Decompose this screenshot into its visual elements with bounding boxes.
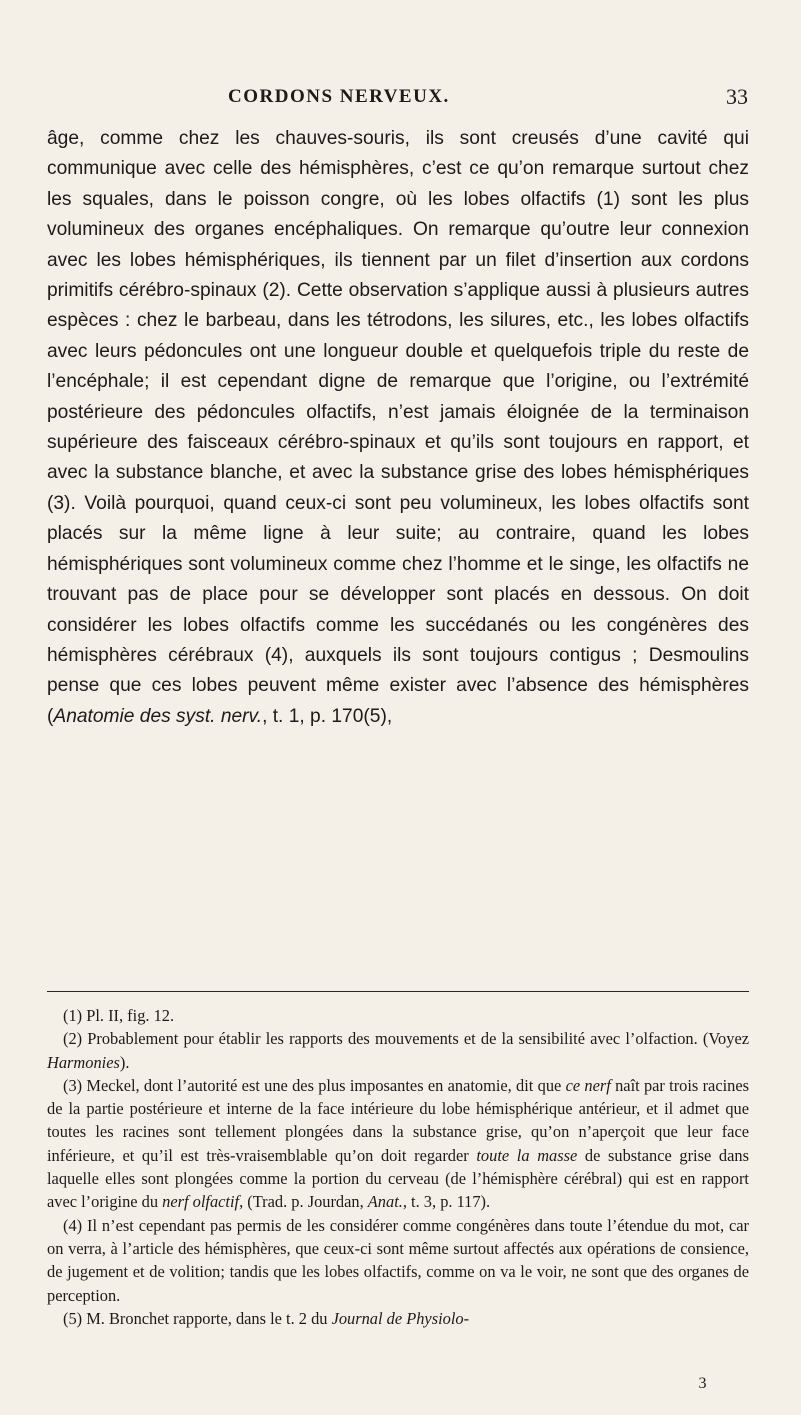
paragraph-text: âge, comme chez les chauves-souris, ils sont creusés d’une cavité qui communique avec celle des hémisphères, c’est ce qu’on remarque surtout chez les squales, dans le poisson congre, où les lobes olfactifs (1) sont les plus volumineux des organes encéphaliques. On remarque qu’outre leur connexion avec les lobes hémisphériques, ils tiennent par un filet d’insertion aux cordons primitifs cérébro-spinaux (2). Cette observation s’applique aussi à plusieurs autres espèces : chez le barbeau, dans les tétrodons, les silures, etc., les lobes olfactifs avec leurs pédoncules ont une longueur double et quelquefois triple du reste de l’encéphale; il est cependant digne de remarque que l’origine, ou l’extrémité postérieure des pédoncules olfactifs, n’est jamais éloignée de la terminaison supérieure des faisceaux cérébro-spinaux et qu’ils sont toujours en rapport, et avec la substance blanche, et avec la substance grise des lobes hémisphériques (3). Voilà pourquoi, quand ceux-ci sont peu volumineux, les lobes olfactifs sont placés sur la même ligne à leur suite; au contraire, quand les lobes hémisphériques sont volumineux comme chez l’homme et le singe, les olfactifs ne trouvant pas de place pour se développer sont placés en dessous. On doit considérer les lobes olfactifs comme les succédanés ou les congénères des hémisphères cérébraux (4), auxquels ils sont toujours contigus ; Desmoulins pense que ces lobes peuvent même exister avec l’absence des hémisphères ( — [47, 128, 749, 727]
footnote-3 — [47, 1074, 749, 1214]
footnote-2-italic: Harmonies — [47, 1052, 120, 1072]
footnote-5 — [47, 1307, 749, 1330]
footnote-3-text-d: , (Trad. p. Jourdan, — [239, 1192, 368, 1212]
footnote-3-italic-3: nerf olfactif — [162, 1192, 240, 1212]
footnote-3-text-a: (3) Meckel, dont l’autorité est une des plus imposantes en anatomie, dit que — [63, 1075, 566, 1095]
footnote-3-text-e: , t. 3, p. 117). — [402, 1192, 491, 1212]
signature-mark-row — [0, 1375, 801, 1393]
footnote-separator — [47, 991, 749, 992]
signature-mark: 3 — [698, 1375, 707, 1392]
italic-reference: Anatomie des syst. nerv. — [53, 705, 263, 727]
footnote-3-italic-2: toute la masse — [476, 1145, 578, 1165]
page-number: 33 — [726, 84, 748, 109]
footnote-3-italic-1: ce nerf — [565, 1075, 611, 1095]
page-header — [228, 86, 748, 120]
footnote-4 — [47, 1214, 749, 1307]
footnote-3-text-b: naît par trois racines de la partie postérieure et interne de la face intérieure du lobe hémisphérique antérieur, et il admet que toutes les racines sont tellement plongées dans la substance grise, qu’on n’aperçoit que leur face inférieure, et qu’il est très-vraisemblable qu’on doit regarder — [47, 1075, 749, 1165]
paragraph-end: , t. 1, p. 170(5), — [262, 705, 393, 727]
footnote-5-text: (5) M. Bronchet rapporte, dans le t. 2 du — [63, 1308, 332, 1328]
footnote-2-text: (2) Probablement pour établir les rapports des mouvements et de la sensibilité avec l’olfaction. (Voyez — [63, 1029, 749, 1049]
footnote-1 — [47, 1004, 749, 1027]
footnote-4-text: (4) Il n’est cependant pas permis de les considérer comme congénères dans toute l’étendue du mot, car on verra, à l’article des hémisphères, que ceux-ci sont même surtout affectés aux opérations de consience, de jugement et de volition; tandis que les lobes olfactifs, comme on va le voir, ne sont que des organes de perception. — [47, 1215, 749, 1305]
footnote-2-end: ). — [119, 1052, 130, 1072]
footnote-5-italic: Journal de Physiolo- — [331, 1308, 470, 1328]
main-text — [47, 124, 749, 732]
footnote-2 — [47, 1027, 749, 1074]
footnote-1-text: (1) Pl. II, fig. 12. — [63, 1006, 175, 1025]
footnote-3-text-c: de substance grise dans laquelle elles sont plongées comme la portion du cerveau (de l’hémisphère cérébral) qui est en rapport avec l’origine du — [47, 1145, 749, 1212]
running-head: CORDONS NERVEUX. — [228, 86, 450, 107]
footnote-3-italic-4: Anat. — [367, 1192, 403, 1212]
body-paragraph — [47, 124, 749, 732]
footnotes — [47, 1004, 749, 1330]
